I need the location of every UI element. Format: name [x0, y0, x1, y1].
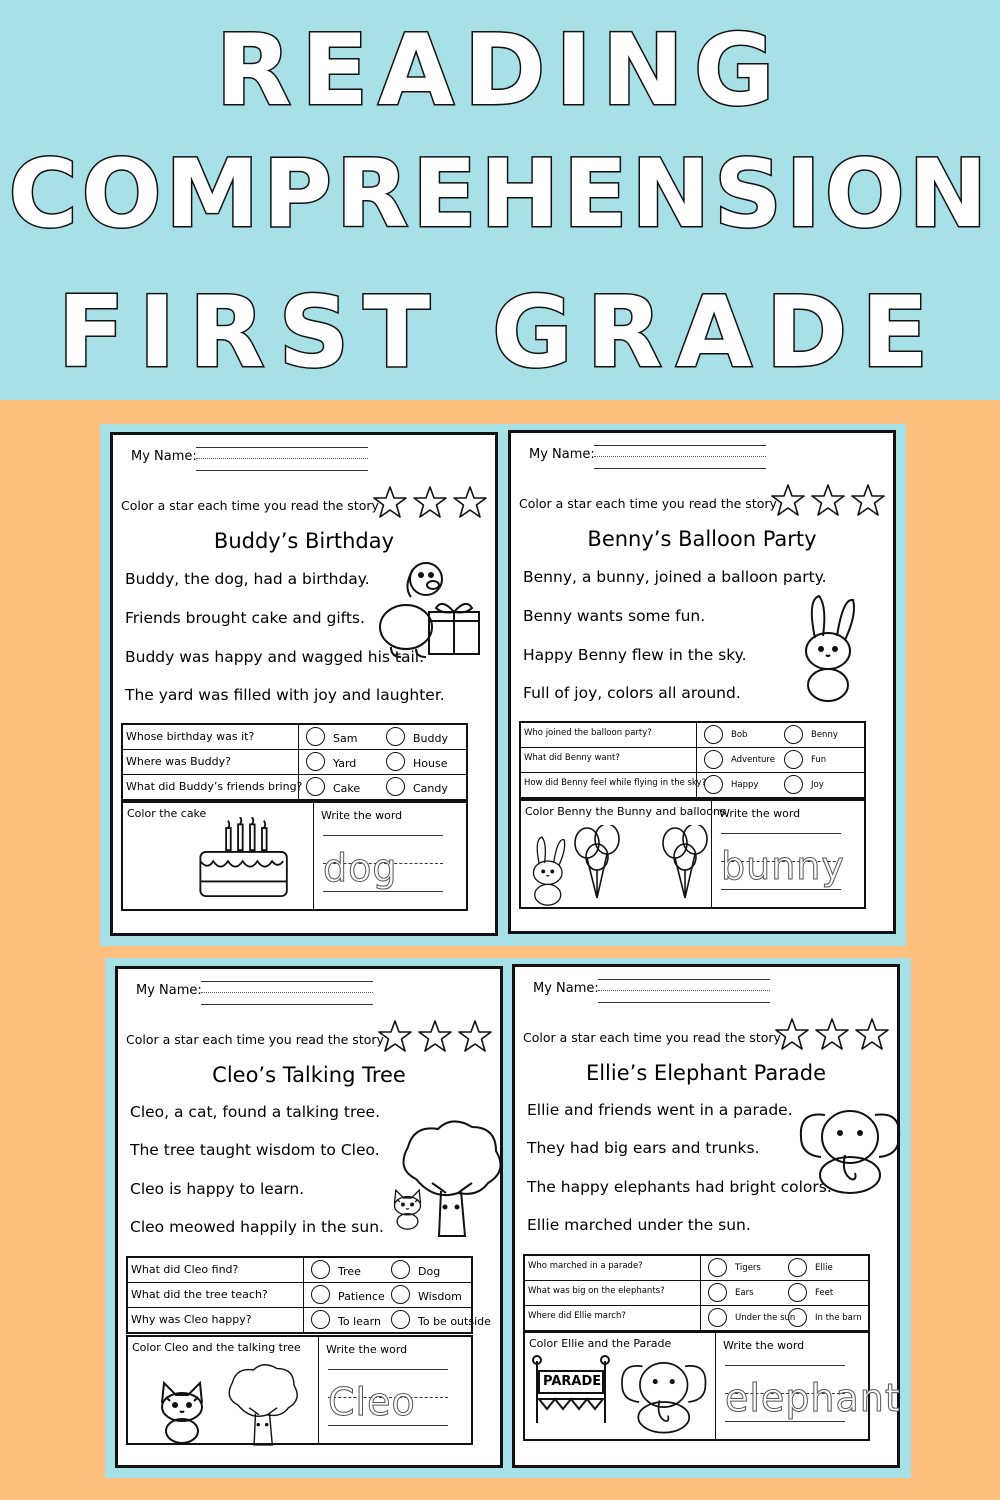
- answer-circle-icon[interactable]: [306, 752, 325, 771]
- star-icon[interactable]: [851, 483, 885, 517]
- name-label: My Name:: [529, 447, 595, 462]
- story-sentence: Ellie and friends went in a parade.: [527, 1101, 793, 1119]
- name-label: My Name:: [533, 981, 599, 996]
- answer-circle-icon[interactable]: [788, 1308, 807, 1327]
- story-sentence: Benny wants some fun.: [523, 607, 706, 625]
- question-text: What was big on the elephants?: [528, 1286, 665, 1296]
- question-row: [525, 1306, 868, 1331]
- story-title: Ellie’s Elephant Parade: [585, 1061, 827, 1085]
- answer-circle-icon[interactable]: [391, 1310, 410, 1329]
- answer-label: Happy: [731, 780, 759, 790]
- question-row: [521, 773, 864, 798]
- write-word-label: Write the word: [326, 1343, 408, 1356]
- story-sentence: Happy Benny flew in the sky.: [523, 646, 747, 664]
- star-instruction: Color a star each time you read the story: [126, 1032, 384, 1047]
- question-text: Whose birthday was it?: [126, 730, 255, 743]
- answer-label: Buddy: [413, 732, 448, 745]
- answer-label: Fun: [811, 755, 827, 765]
- worksheet-4: [512, 964, 900, 1468]
- answer-label: Patience: [338, 1290, 385, 1303]
- answer-label: Tree: [338, 1265, 361, 1278]
- trace-word: Cleo: [328, 1380, 416, 1424]
- write-word-label: Write the word: [719, 807, 801, 820]
- story-sentence: Cleo meowed happily in the sun.: [130, 1218, 384, 1236]
- question-text: What did Benny want?: [524, 753, 620, 763]
- question-text: What did Cleo find?: [131, 1263, 239, 1276]
- question-row: [128, 1283, 471, 1308]
- title-line-2: COMPREHENSION: [8, 140, 992, 249]
- name-writing-lines[interactable]: [201, 981, 373, 1005]
- star-icon[interactable]: [855, 1017, 889, 1051]
- activity-box: [523, 1331, 901, 1441]
- answer-circle-icon[interactable]: [311, 1285, 330, 1304]
- reading-stars: [373, 485, 487, 519]
- star-instruction: Color a star each time you read the story: [519, 496, 777, 511]
- story-sentence: Buddy, the dog, had a birthday.: [125, 570, 370, 588]
- answer-label: Benny: [811, 730, 838, 740]
- balloons-icon: [565, 825, 725, 909]
- star-icon[interactable]: [418, 1019, 452, 1053]
- question-row: [123, 725, 466, 750]
- question-row: [525, 1281, 868, 1306]
- title-line-3: FIRST GRADE: [57, 276, 943, 390]
- elephant-icon: [617, 1351, 711, 1439]
- star-icon[interactable]: [413, 485, 447, 519]
- answer-circle-icon[interactable]: [311, 1260, 330, 1279]
- story-sentence: Full of joy, colors all around.: [523, 684, 741, 702]
- answer-circle-icon[interactable]: [784, 775, 803, 794]
- worksheet-3: [115, 966, 503, 1468]
- answer-circle-icon[interactable]: [306, 777, 325, 796]
- parade-sign-text: PARADE: [543, 1374, 602, 1389]
- star-icon[interactable]: [378, 1019, 412, 1053]
- reading-stars: [378, 1019, 492, 1053]
- answer-label: Joy: [811, 780, 824, 790]
- question-text: How did Benny feel while flying in the sky?: [524, 778, 707, 788]
- question-text: What did Buddy’s friends bring?: [126, 780, 303, 793]
- answer-circle-icon[interactable]: [311, 1310, 330, 1329]
- reading-stars: [771, 483, 885, 517]
- elephant-icon: [795, 1097, 905, 1201]
- trace-word: dog: [323, 846, 398, 890]
- answer-circle-icon[interactable]: [704, 725, 723, 744]
- story-sentence: Ellie marched under the sun.: [527, 1216, 751, 1234]
- answer-label: To learn: [338, 1315, 381, 1328]
- answer-label: Tigers: [735, 1263, 761, 1273]
- question-table: [519, 721, 866, 799]
- trace-word: elephant: [725, 1376, 901, 1420]
- answer-label: Cake: [333, 782, 361, 795]
- answer-circle-icon[interactable]: [386, 777, 405, 796]
- answer-circle-icon[interactable]: [386, 752, 405, 771]
- story-sentence: Friends brought cake and gifts.: [125, 609, 365, 627]
- question-row: [128, 1258, 471, 1283]
- activity-box: [121, 801, 468, 911]
- answer-label: Ellie: [815, 1263, 833, 1273]
- star-icon[interactable]: [453, 485, 487, 519]
- answer-label: House: [413, 757, 448, 770]
- story-sentence: The yard was filled with joy and laughter.: [125, 686, 445, 704]
- parade-sign-icon: [531, 1355, 611, 1427]
- story-sentence: Cleo, a cat, found a talking tree.: [130, 1103, 381, 1121]
- story-sentence: Buddy was happy and wagged his tail.: [125, 648, 425, 666]
- answer-circle-icon[interactable]: [391, 1285, 410, 1304]
- name-label: My Name:: [131, 449, 197, 464]
- question-text: Who marched in a parade?: [528, 1261, 643, 1271]
- name-label: My Name:: [136, 983, 202, 998]
- answer-circle-icon[interactable]: [784, 725, 803, 744]
- bunny-icon: [525, 835, 571, 909]
- question-table: [523, 1254, 870, 1332]
- star-icon[interactable]: [775, 1017, 809, 1051]
- answer-circle-icon[interactable]: [306, 727, 325, 746]
- worksheet-1: [110, 432, 498, 936]
- question-table: [126, 1256, 491, 1334]
- color-task-label: Color Benny the Bunny and balloons: [525, 805, 726, 818]
- answer-label: In the barn: [815, 1313, 862, 1323]
- question-text: Why was Cleo happy?: [131, 1313, 252, 1326]
- star-icon[interactable]: [771, 483, 805, 517]
- story-sentence: Benny, a bunny, joined a balloon party.: [523, 568, 827, 586]
- question-text: Who joined the balloon party?: [524, 728, 652, 738]
- star-instruction: Color a star each time you read the story: [121, 498, 379, 513]
- story-title: Benny’s Balloon Party: [587, 527, 817, 551]
- story-title: Cleo’s Talking Tree: [212, 1063, 406, 1087]
- question-text: Where did Ellie march?: [528, 1311, 626, 1321]
- color-task-label: Color Cleo and the talking tree: [132, 1341, 301, 1354]
- answer-label: Sam: [333, 732, 358, 745]
- answer-circle-icon[interactable]: [708, 1308, 727, 1327]
- answer-label: To be outside: [418, 1315, 491, 1328]
- header-banner: [0, 0, 1000, 400]
- story-sentence: The happy elephants had bright colors.: [527, 1178, 832, 1196]
- write-word-label: Write the word: [321, 809, 403, 822]
- color-task-label: Color Ellie and the Parade: [529, 1337, 672, 1350]
- star-icon[interactable]: [373, 485, 407, 519]
- answer-circle-icon[interactable]: [391, 1260, 410, 1279]
- question-text: Where was Buddy?: [126, 755, 231, 768]
- question-row: [525, 1256, 868, 1281]
- answer-label: Wisdom: [418, 1290, 462, 1303]
- activity-box: [126, 1335, 473, 1445]
- star-icon[interactable]: [815, 1017, 849, 1051]
- cat-icon: [388, 1185, 427, 1233]
- dog-with-gift-icon: [371, 557, 491, 671]
- color-task-label: Color the cake: [127, 807, 207, 820]
- answer-label: Yard: [333, 757, 357, 770]
- star-icon[interactable]: [458, 1019, 492, 1053]
- title-line-1: READING: [215, 14, 785, 128]
- question-row: [128, 1308, 491, 1333]
- trace-word: bunny: [721, 844, 845, 888]
- cat-icon: [152, 1375, 212, 1449]
- answer-circle-icon[interactable]: [708, 1283, 727, 1302]
- question-row: [521, 723, 864, 748]
- name-writing-lines[interactable]: [196, 447, 368, 471]
- answer-circle-icon[interactable]: [704, 750, 723, 769]
- activity-box: [519, 799, 866, 909]
- cake-icon: [193, 817, 294, 903]
- star-icon[interactable]: [811, 483, 845, 517]
- answer-label: Ears: [735, 1288, 754, 1298]
- question-text: What did the tree teach?: [131, 1288, 268, 1301]
- trace-word-area[interactable]: [323, 835, 443, 893]
- answer-circle-icon[interactable]: [704, 775, 723, 794]
- trace-word-area[interactable]: [721, 833, 845, 891]
- story-sentence: Cleo is happy to learn.: [130, 1180, 305, 1198]
- answer-label: Candy: [413, 782, 448, 795]
- question-table: [121, 723, 468, 801]
- reading-stars: [775, 1017, 889, 1051]
- answer-label: Feet: [815, 1288, 834, 1298]
- question-row: [123, 775, 466, 800]
- write-word-label: Write the word: [723, 1339, 805, 1352]
- name-writing-lines[interactable]: [594, 445, 766, 469]
- story-sentence: The tree taught wisdom to Cleo.: [130, 1141, 380, 1159]
- bunny-icon: [793, 593, 863, 707]
- trace-word-area[interactable]: [725, 1365, 901, 1423]
- tree-icon: [224, 1363, 301, 1450]
- answer-label: Dog: [418, 1265, 441, 1278]
- worksheet-2: [508, 430, 896, 934]
- question-row: [521, 748, 864, 773]
- answer-circle-icon[interactable]: [708, 1258, 727, 1277]
- answer-label: Bob: [731, 730, 748, 740]
- trace-word-area[interactable]: [328, 1369, 448, 1427]
- answer-label: Under the sun: [735, 1313, 796, 1323]
- answer-circle-icon[interactable]: [784, 750, 803, 769]
- story-title: Buddy’s Birthday: [213, 529, 395, 553]
- answer-label: Adventure: [731, 755, 775, 765]
- answer-circle-icon[interactable]: [788, 1283, 807, 1302]
- story-sentence: They had big ears and trunks.: [527, 1139, 760, 1157]
- name-writing-lines[interactable]: [598, 979, 770, 1003]
- star-instruction: Color a star each time you read the story: [523, 1030, 781, 1045]
- answer-circle-icon[interactable]: [788, 1258, 807, 1277]
- answer-circle-icon[interactable]: [386, 727, 405, 746]
- question-row: [123, 750, 466, 775]
